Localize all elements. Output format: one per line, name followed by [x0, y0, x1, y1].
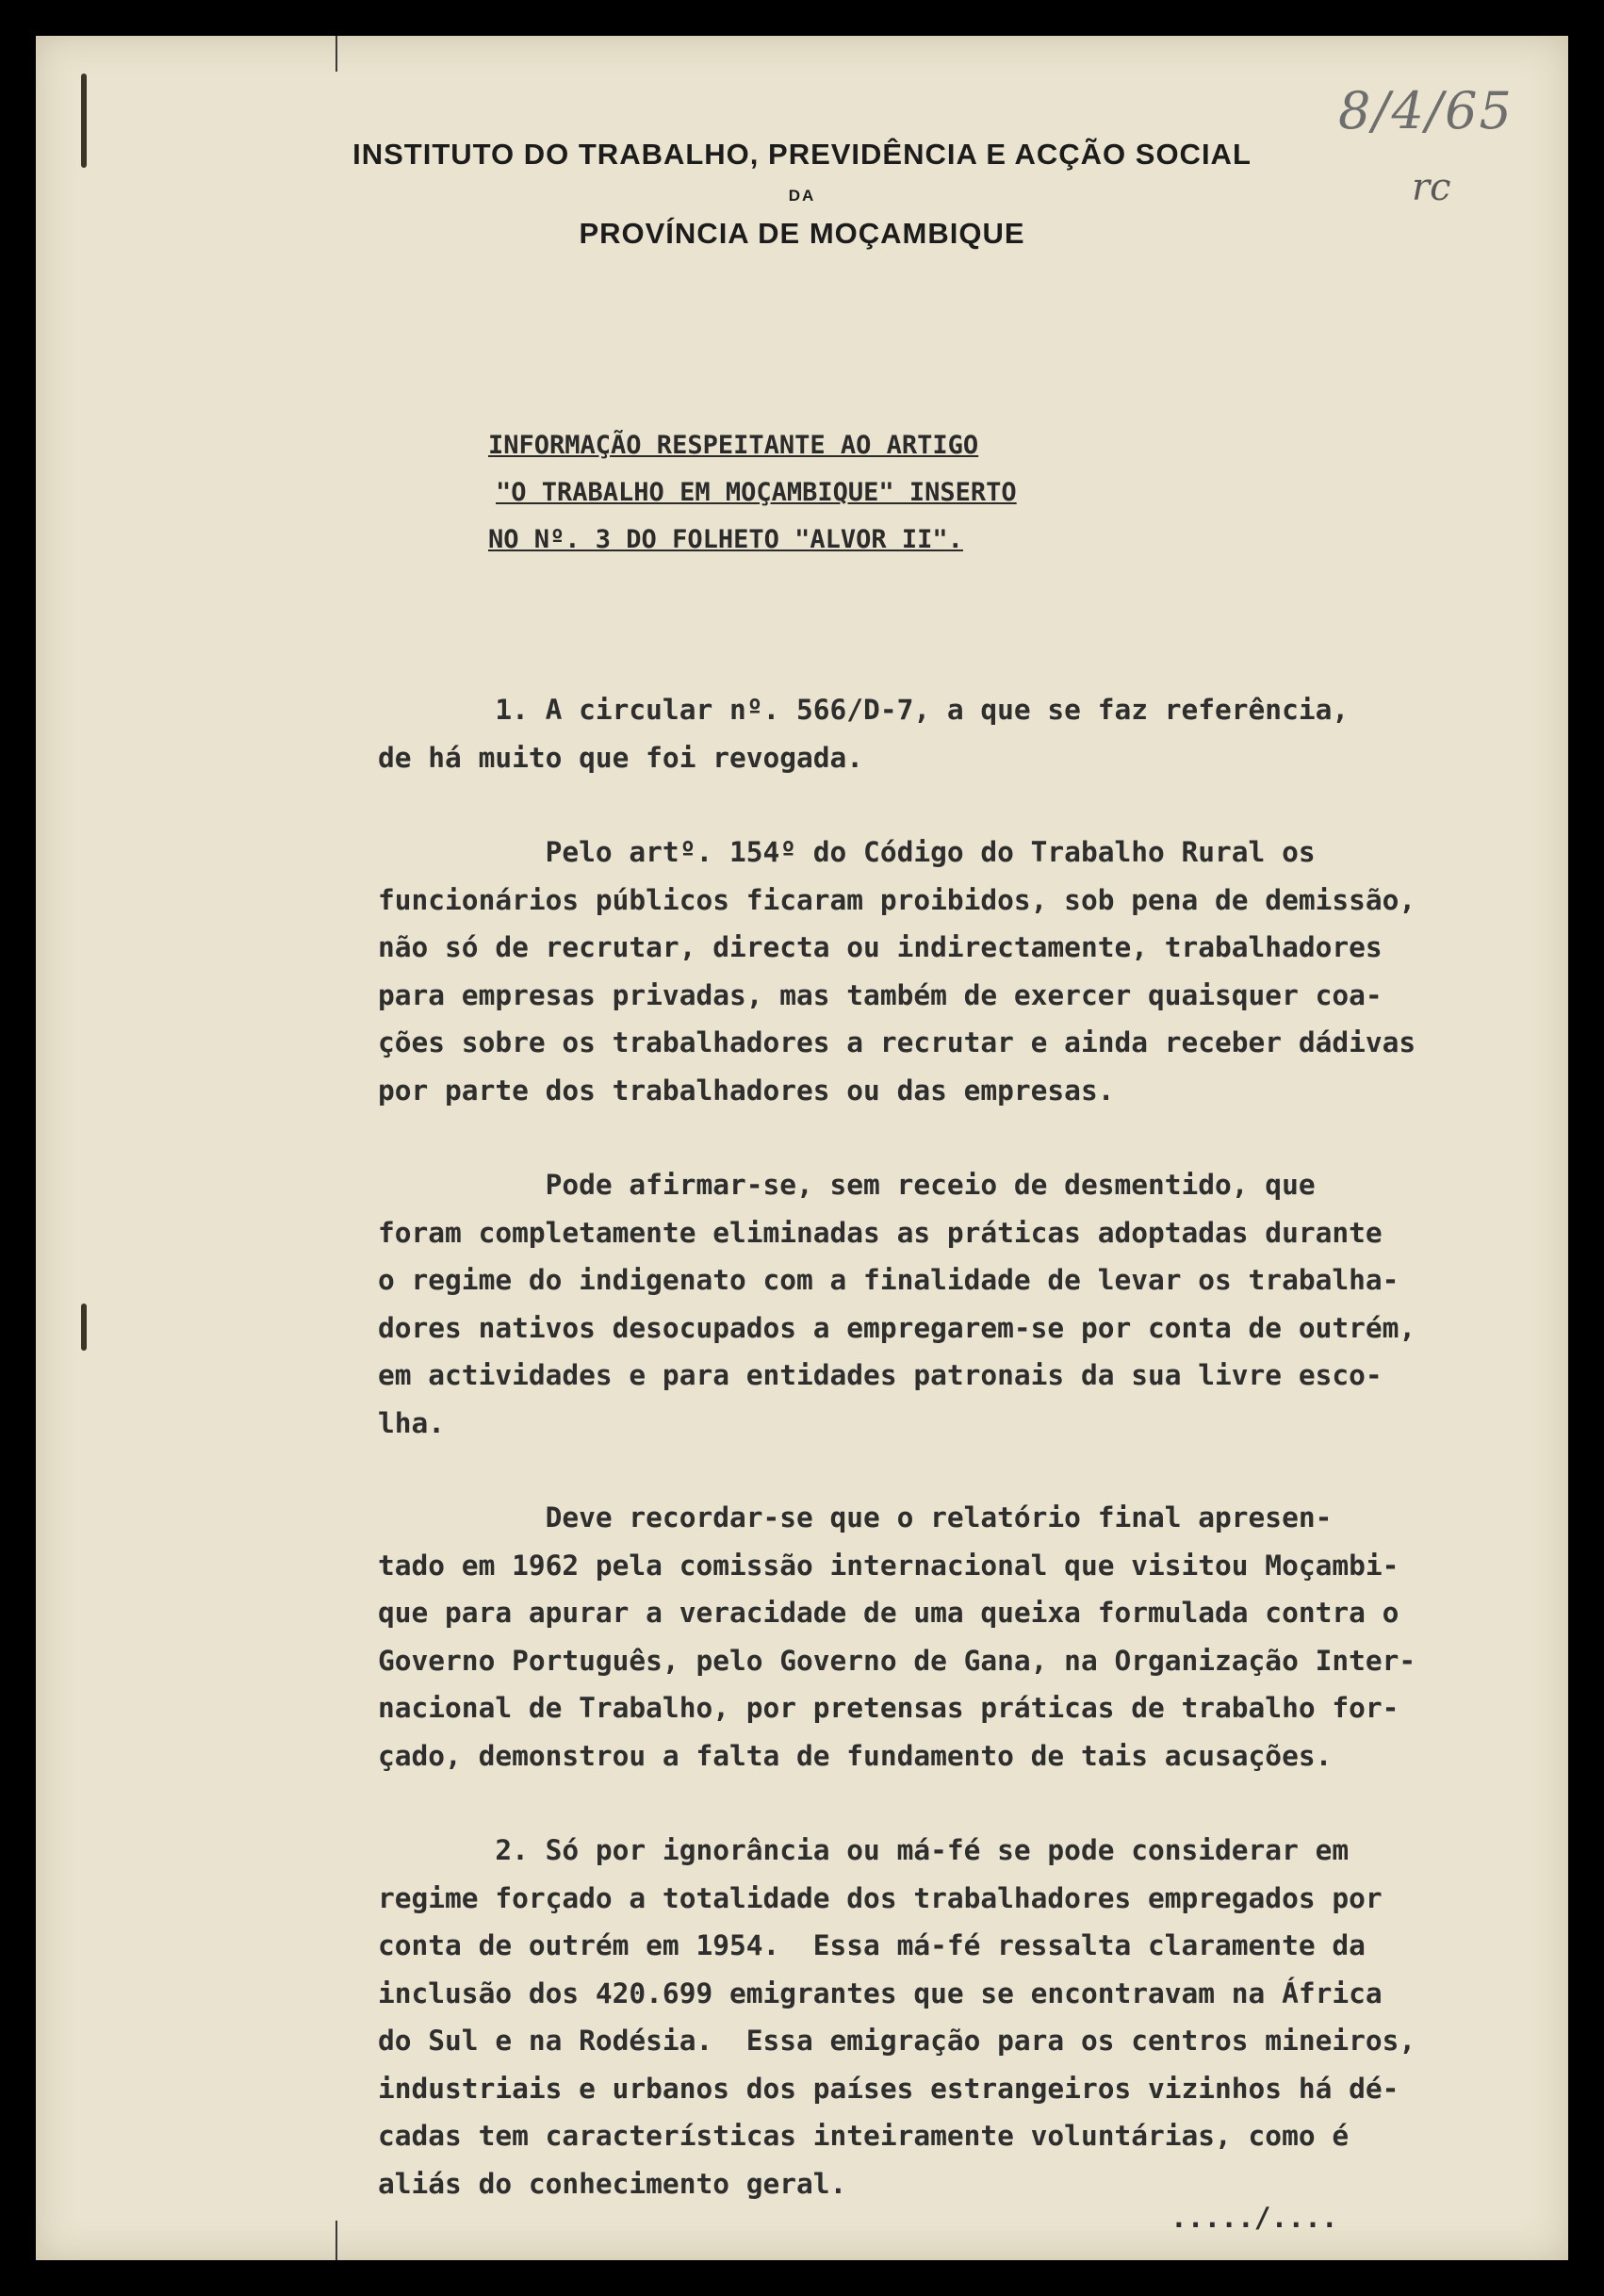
text-line: funcionários públicos ficaram proibidos, sob pena de demissão,: [378, 883, 1416, 916]
text-line: 1. A circular nº. 566/D-7, a que se faz referência,: [378, 694, 1350, 726]
text-line: Deve recordar-se que o relatório final apresen-: [378, 1501, 1333, 1533]
text-line: de há muito que foi revogada.: [378, 741, 864, 774]
text-line: para empresas privadas, mas também de exercer quaisquer coa-: [378, 978, 1383, 1011]
institution-name: INSTITUTO DO TRABALHO, PREVIDÊNCIA E ACÇÃO SOCIAL: [352, 138, 1252, 171]
document-title: [488, 422, 1204, 564]
binding-mark-middle: [81, 1304, 87, 1351]
title-line: INFORMAÇÃO RESPEITANTE AO ARTIGO: [488, 431, 979, 460]
paragraph-3: [378, 1161, 1584, 1447]
handwritten-date: 8/4/65: [1338, 81, 1514, 140]
text-line: industriais e urbanos dos países estrangeiros vizinhos há dé-: [378, 2072, 1399, 2105]
text-line: regime forçado a totalidade dos trabalhadores empregados por: [378, 1881, 1383, 1914]
text-line: inclusão dos 420.699 emigrantes que se encontravam na África: [378, 1976, 1383, 2009]
text-line: conta de outrém em 1954. Essa má-fé ressalta claramente da: [378, 1929, 1366, 1961]
text-line: que para apurar a veracidade de uma queixa formulada contra o: [378, 1597, 1399, 1629]
text-line: do Sul e na Rodésia. Essa emigração para os centros mineiros,: [378, 2025, 1416, 2057]
handwritten-initials: rc: [1412, 166, 1451, 209]
text-line: 2. Só por ignorância ou má-fé se pode considerar em: [378, 1834, 1350, 1866]
document-body: [378, 686, 1584, 2207]
text-line: não só de recrutar, directa ou indirectamente, trabalhadores: [378, 931, 1383, 963]
text-line: por parte dos trabalhadores ou das empresas.: [378, 1074, 1115, 1107]
text-line: foram completamente eliminadas as práticas adoptadas durante: [378, 1216, 1383, 1249]
paragraph-5: [378, 1827, 1584, 2207]
paragraph-4: [378, 1494, 1584, 1779]
text-line: dores nativos desocupados a empregarem-se por conta de outrém,: [378, 1311, 1416, 1344]
paragraph-2: [378, 828, 1584, 1114]
title-line: "O TRABALHO EM MOÇAMBIQUE" INSERTO: [496, 478, 1017, 507]
title-line: NO Nº. 3 DO FOLHETO "ALVOR II".: [488, 525, 963, 554]
text-line: Pelo artº. 154º do Código do Trabalho Rural os: [378, 836, 1316, 868]
text-line: tado em 1962 pela comissão internacional que visitou Moçambi-: [378, 1549, 1399, 1582]
margin-rule-bottom: [336, 2221, 337, 2260]
text-line: o regime do indigenato com a finalidade de levar os trabalha-: [378, 1264, 1399, 1296]
text-line: lha.: [378, 1406, 446, 1439]
text-line: em actividades e para entidades patronais da sua livre esco-: [378, 1359, 1383, 1391]
institution-connector: DA: [788, 187, 816, 205]
text-line: aliás do conhecimento geral.: [378, 2167, 847, 2200]
institution-province: PROVÍNCIA DE MOÇAMBIQUE: [579, 217, 1025, 250]
margin-rule-top: [336, 36, 337, 72]
text-line: Governo Português, pelo Governo de Gana, na Organização Inter-: [378, 1644, 1416, 1677]
text-line: Pode afirmar-se, sem receio de desmentido, que: [378, 1169, 1316, 1201]
text-line: ções sobre os trabalhadores a recrutar e ainda receber dádivas: [378, 1026, 1416, 1058]
continuation-mark: ...../....: [1170, 2202, 1338, 2234]
text-line: nacional de Trabalho, por pretensas práticas de trabalho for-: [378, 1692, 1399, 1724]
text-line: çado, demonstrou a falta de fundamento de tais acusações.: [378, 1739, 1333, 1772]
paragraph-1: [378, 686, 1584, 781]
document-page: [36, 36, 1568, 2260]
text-line: cadas tem características inteiramente voluntárias, como é: [378, 2120, 1350, 2152]
